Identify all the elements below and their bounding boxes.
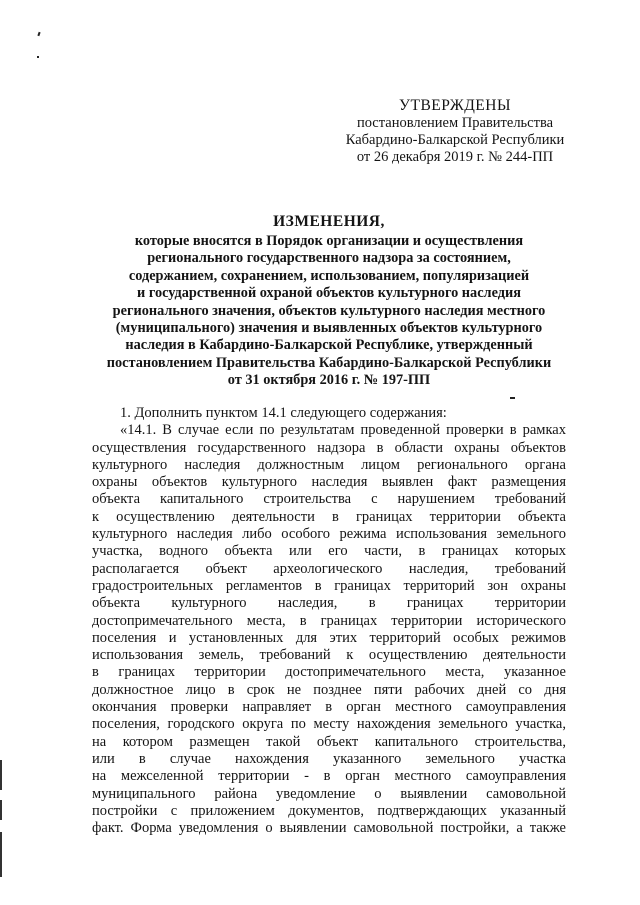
body-line: культурного наследия должностным лицом регионального органа — [92, 456, 566, 473]
title-line: (муниципального) значения и выявленных объектов культурного — [115, 320, 543, 337]
document-body — [92, 405, 566, 837]
body-line: располагается объект археологического наследия, требований — [92, 560, 566, 577]
scan-speck — [37, 32, 40, 36]
body-line: к осуществлению деятельности в границах территории объекта — [92, 508, 566, 525]
body-line: в границах территории достопримечательного места, указанное — [92, 664, 566, 681]
scan-edge — [0, 760, 2, 790]
scan-speck — [510, 397, 515, 399]
body-line: объекта капитального строительства с нарушением требований — [92, 491, 566, 508]
title-line: которые вносятся в Порядок организации и осуществления — [134, 233, 524, 249]
scan-edge — [0, 800, 2, 820]
body-line: охраны объектов культурного наследия выявлен факт размещения — [92, 474, 566, 491]
body-line: поселения и установленных для этих территорий особых режимов — [92, 629, 566, 646]
approval-title: УТВЕРЖДЕНЫ — [399, 97, 511, 114]
title-heading: ИЗМЕНЕНИЯ, — [273, 213, 385, 230]
body-line: поселения, городского округа по месту нахождения земельного участка, — [92, 716, 566, 733]
body-line: муниципального района уведомление о выявлении самовольной — [92, 785, 566, 802]
body-line: на межселенной территории - в орган местного самоуправления — [92, 768, 566, 785]
body-line: «14.1. В случае если по результатам проведенной проверки в рамках — [120, 422, 566, 439]
title-line: от 31 октября 2016 г. № 197-ПП — [227, 372, 431, 389]
title-line: и государственной охраной объектов культурного наследия — [137, 285, 521, 302]
body-line: или в случае нахождения указанного земельного участка — [92, 750, 566, 767]
body-line: факт. Форма уведомления о выявлении самовольной постройки, а также — [92, 820, 566, 837]
approval-line: от 26 декабря 2019 г. № 244-ПП — [356, 149, 554, 165]
title-line: содержанием, сохранением, использованием, популяризацией — [128, 267, 530, 284]
body-line: должностное лицо в срок не позднее пяти рабочих дней со дня — [92, 681, 566, 698]
approval-line: постановлением Правительства — [356, 115, 554, 131]
approval-line: Кабардино-Балкарской Республики — [345, 132, 565, 148]
body-line: осуществления государственного надзора в области охраны объектов — [92, 439, 566, 456]
body-line: на котором размещен такой объект капитального строительства, — [92, 733, 566, 750]
body-line: постройки с приложением документов, подтверждающих указанный — [92, 802, 566, 819]
body-line: культурного наследия либо особого режима использования земельного — [92, 526, 566, 543]
body-line: участка, водного объекта или его части, в границах которых — [92, 543, 566, 560]
body-line: окончания проверки направляет в орган местного самоуправления — [92, 699, 566, 716]
title-line: наследия в Кабардино-Балкарской Республике, утвержденный — [125, 337, 533, 354]
title-line: регионального значения, объектов культурного наследия местного — [112, 302, 546, 319]
body-line: объекта культурного наследия, в границах территории — [92, 595, 566, 612]
document-title — [92, 212, 566, 390]
approval-block — [330, 96, 580, 166]
point-1-heading: 1. Дополнить пунктом 14.1 следующего содержания: — [120, 405, 447, 421]
body-line: достопримечательного места, в границах территории исторического — [92, 612, 566, 629]
body-line: использования земель, требований к осуществлению деятельности — [92, 647, 566, 664]
scan-edge — [0, 832, 2, 877]
body-line: градостроительных регламентов в границах территорий зон охраны — [92, 577, 566, 594]
scan-speck — [37, 56, 39, 58]
title-line: регионального государственного надзора за состоянием, — [147, 250, 511, 267]
title-line: постановлением Правительства Кабардино-Балкарской Республики — [106, 354, 552, 371]
